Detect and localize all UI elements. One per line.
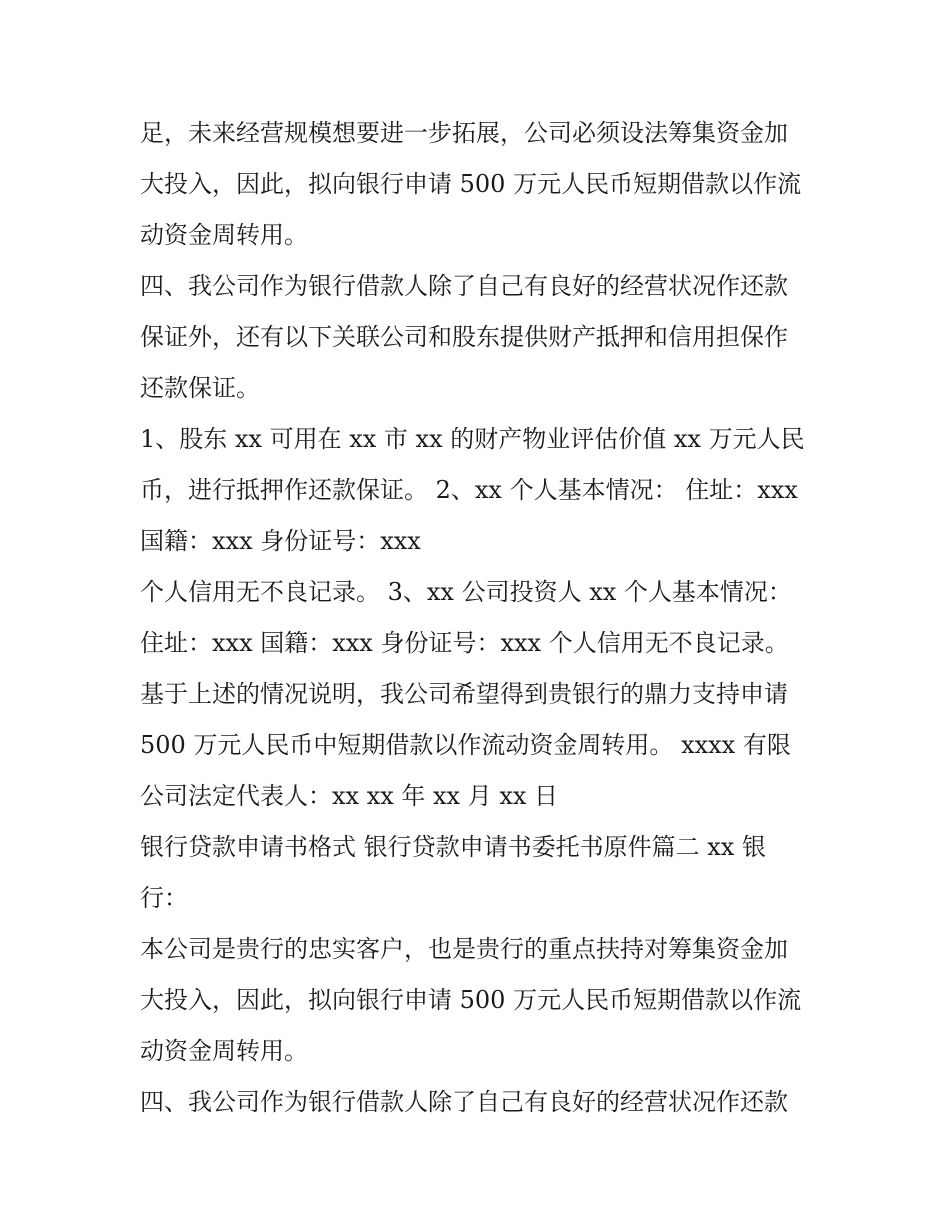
- text-line: 基于上述的情况说明，我公司希望得到贵银行的鼎力支持申请: [140, 680, 788, 708]
- text-line: 银行贷款申请书格式 银行贷款申请书委托书原件篇二 xx 银: [140, 833, 766, 861]
- text-line: 本公司是贵行的忠实客户，也是贵行的重点扶持对筹集资金加: [140, 935, 788, 963]
- text-line: 住址：xxx 国籍：xxx 身份证号：xxx 个人信用无不良记录。: [140, 629, 789, 657]
- text-line: 足，未来经营规模想要进一步拓展，公司必须设法筹集资金加: [140, 119, 788, 147]
- text-line: 动资金周转用。: [140, 221, 308, 249]
- text-line: 公司法定代表人：xx xx 年 xx 月 xx 日: [140, 782, 559, 810]
- text-line: 大投入，因此，拟向银行申请 500 万元人民币短期借款以作流: [140, 986, 802, 1014]
- text-line: 个人信用无不良记录。 3、xx 公司投资人 xx 个人基本情况：: [140, 578, 792, 606]
- text-line: 1、股东 xx 可用在 xx 市 xx 的财产物业评估价值 xx 万元人民: [140, 425, 805, 453]
- text-line: 500 万元人民币中短期借款以作流动资金周转用。 xxxx 有限: [140, 731, 791, 759]
- text-line: 四、我公司作为银行借款人除了自己有良好的经营状况作还款: [140, 272, 788, 300]
- text-line: 四、我公司作为银行借款人除了自己有良好的经营状况作还款: [140, 1088, 788, 1116]
- text-line: 国籍：xxx 身份证号：xxx: [140, 527, 421, 555]
- text-line: 还款保证。: [140, 374, 260, 402]
- text-line: 动资金周转用。: [140, 1037, 308, 1065]
- text-line: 大投入，因此，拟向银行申请 500 万元人民币短期借款以作流: [140, 170, 802, 198]
- text-line: 行：: [140, 884, 188, 912]
- document-body: [140, 108, 840, 1128]
- text-line: 币，进行抵押作还款保证。 2、xx 个人基本情况： 住址：xxx: [140, 476, 798, 504]
- text-line: 保证外，还有以下关联公司和股东提供财产抵押和信用担保作: [140, 323, 788, 351]
